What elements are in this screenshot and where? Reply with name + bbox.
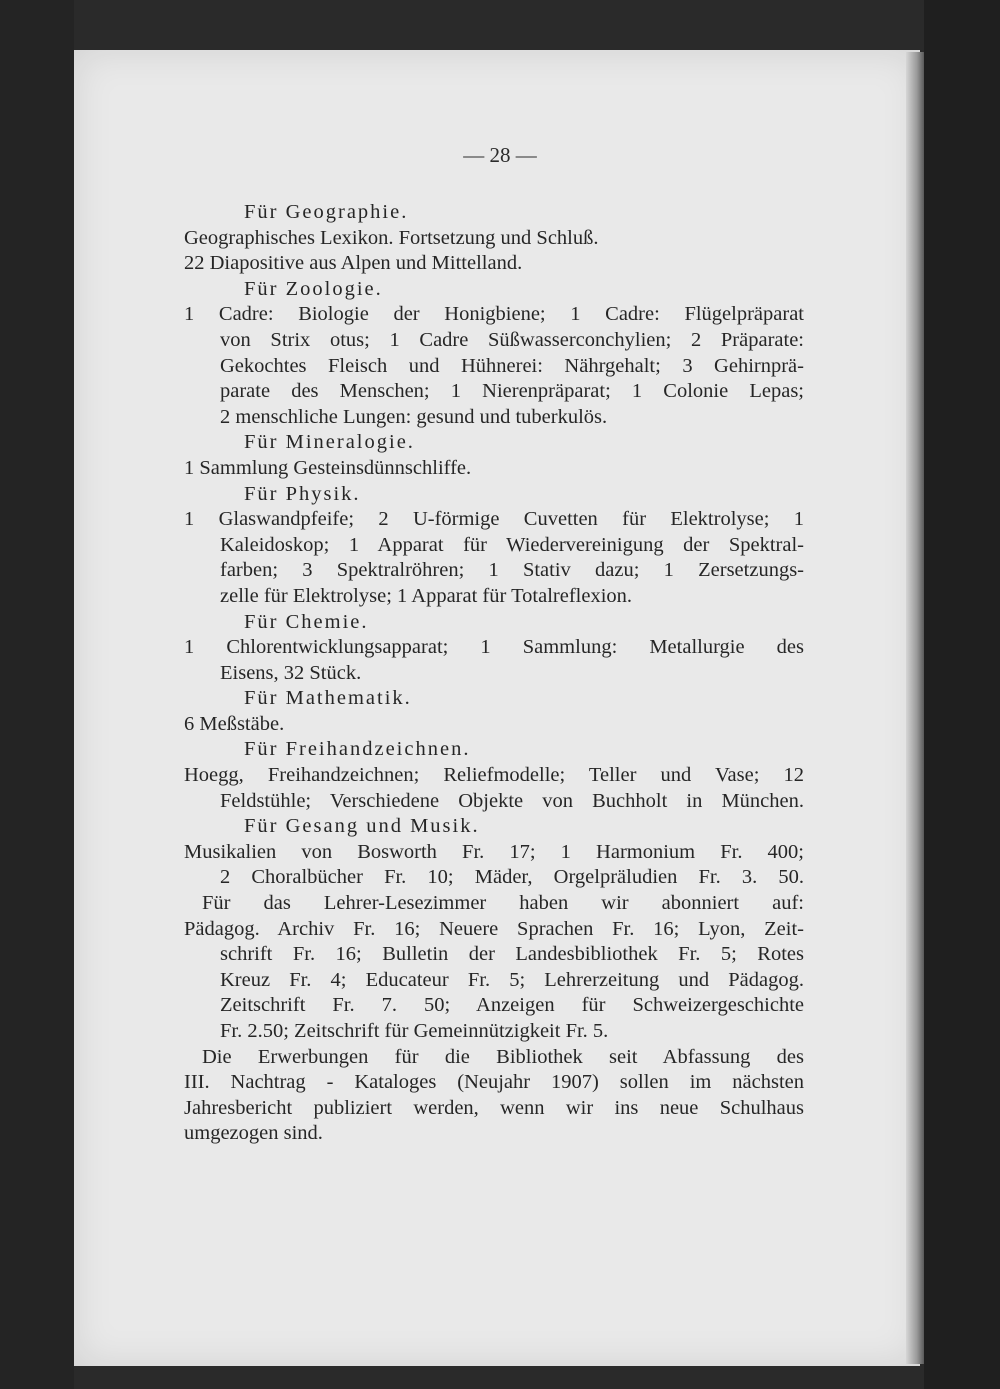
section-heading: Für Zoologie. (244, 277, 383, 300)
text-line: Pädagog. Archiv Fr. 16; Neuere Sprachen Fr. 16; Lyon, Zeit- (184, 917, 804, 940)
scan-background-left (0, 0, 74, 1389)
text-line: farben; 3 Spektralröhren; 1 Stativ dazu; 1 Zersetzungs- (220, 559, 804, 582)
section-heading: Für Mathematik. (244, 687, 412, 710)
text-line: 2 menschliche Lungen: gesund und tuberkulös. (220, 405, 608, 428)
text-line: Die Erwerbungen für die Bibliothek seit Abfassung des (202, 1045, 804, 1068)
page-edge-shadow (906, 52, 924, 1364)
text-line: Kreuz Fr. 4; Educateur Fr. 5; Lehrerzeitung und Pädagog. (220, 968, 804, 991)
text-line: Zeitschrift Fr. 7. 50; Anzeigen für Schweizergeschichte (220, 994, 804, 1017)
text-line: Fr. 2.50; Zeitschrift für Gemeinnützigkeit Fr. 5. (220, 1020, 609, 1042)
text-line: Kaleidoskop; 1 Apparat für Wiedervereinigung der Spektral- (220, 533, 804, 556)
text-line: Jahresbericht publiziert werden, wenn wir ins neue Schulhaus (184, 1096, 804, 1119)
text-line: 6 Meßstäbe. (184, 712, 285, 735)
text-line: 1 Sammlung Gesteinsdünnschliffe. (184, 456, 472, 479)
page-number: — 28 — (463, 143, 537, 167)
section-heading: Für Freihandzeichnen. (244, 738, 471, 761)
text-line: 2 Choralbücher Fr. 10; Mäder, Orgelpräludien Fr. 3. 50. (220, 866, 804, 889)
text-line: Gekochtes Fleisch und Hühnerei: Nährgehalt; 3 Gehirnprä- (220, 354, 804, 377)
text-line: Hoegg, Freihandzeichnen; Reliefmodelle; Teller und Vase; 12 (184, 764, 804, 787)
text-line: Feldstühle; Verschiedene Objekte von Buchholt in München. (220, 789, 804, 812)
section-heading: Für Chemie. (244, 610, 369, 633)
text-line: III. Nachtrag - Kataloges (Neujahr 1907) sollen im nächsten (184, 1071, 804, 1094)
text-line: von Strix otus; 1 Cadre Süßwasserconchylien; 2 Präparate: (220, 328, 804, 351)
scan-background-right (924, 0, 1000, 1389)
text-line: Eisens, 32 Stück. (220, 661, 362, 684)
section-heading: Für Gesang und Musik. (244, 815, 480, 838)
section-heading: Für Geographie. (244, 201, 409, 223)
text-line: schrift Fr. 16; Bulletin der Landesbibliothek Fr. 5; Rotes (220, 943, 804, 966)
text-line: 1 Glaswandpfeife; 2 U-förmige Cuvetten für Elektrolyse; 1 (184, 508, 804, 531)
section-heading: Für Physik. (244, 482, 361, 505)
text-line: Geographisches Lexikon. Fortsetzung und Schluß. (184, 226, 599, 249)
text-line: umgezogen sind. (184, 1122, 323, 1145)
text-line: 22 Diapositive aus Alpen und Mittelland. (184, 252, 523, 275)
text-line: parate des Menschen; 1 Nierenpräparat; 1 Colonie Lepas; (220, 380, 804, 403)
section-heading: Für Mineralogie. (244, 431, 415, 454)
page-text (184, 200, 804, 1147)
text-line: Für das Lehrer-Lesezimmer haben wir abonniert auf: (202, 892, 804, 915)
text-line: 1 Chlorentwicklungsapparat; 1 Sammlung: Metallurgie des (184, 636, 804, 659)
text-line: zelle für Elektrolyse; 1 Apparat für Totalreflexion. (220, 584, 633, 607)
text-line: Musikalien von Bosworth Fr. 17; 1 Harmonium Fr. 400; (184, 840, 804, 863)
text-line: 1 Cadre: Biologie der Honigbiene; 1 Cadre: Flügelpräparat (184, 303, 804, 326)
